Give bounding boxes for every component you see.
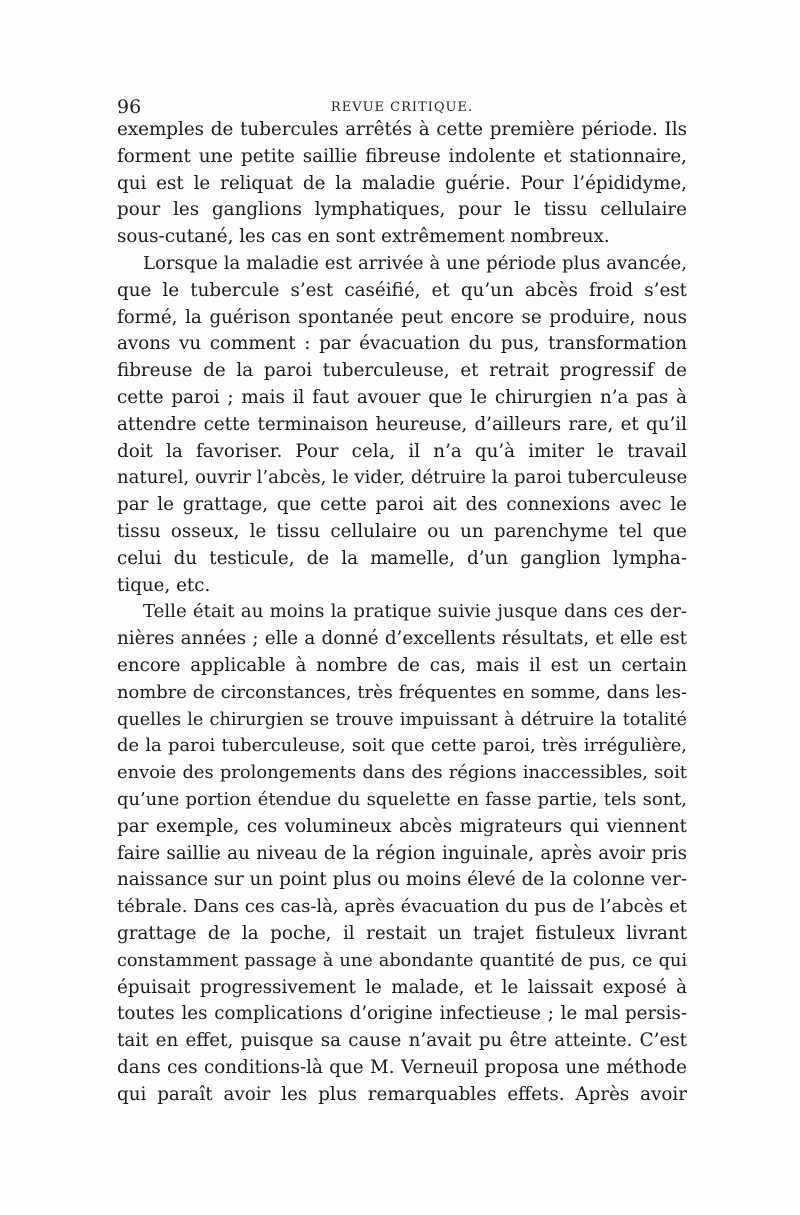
text-line: nières années ; elle a donné d’excellents résultats, et elle est: [117, 628, 687, 650]
text-line: forment une petite saillie fibreuse indolente et stationnaire,: [117, 145, 687, 167]
text-line: que le tubercule s’est caséifié, et qu’un abcès froid s’est: [117, 279, 687, 301]
text-line: envoie des prolongements dans des régions inaccessibles, soit: [117, 762, 687, 784]
text-line: tique, etc.: [117, 574, 211, 596]
text-line: fibreuse de la paroi tuberculeuse, et retrait progressif de: [117, 360, 687, 382]
text-line: cette paroi ; mais il faut avouer que le chirurgien n’a pas à: [117, 386, 687, 408]
body-text: [117, 117, 687, 1108]
text-line: qui paraît avoir les plus remarquables effets. Après avoir: [117, 1083, 687, 1105]
text-line: toutes les complications d’origine infectieuse ; le mal persis-: [117, 1003, 687, 1025]
text-line: de la paroi tuberculeuse, soit que cette paroi, très irrégulière,: [117, 735, 687, 757]
text-line: pour les ganglions lymphatiques, pour le tissu cellulaire: [117, 199, 687, 221]
text-line: tébrale. Dans ces cas-là, après évacuation du pus de l’abcès et: [117, 896, 687, 918]
text-line: par exemple, ces volumineux abcès migrateurs qui viennent: [117, 815, 687, 837]
text-line: nombre de circonstances, très fréquentes en somme, dans les-: [117, 681, 687, 703]
text-line: qui est le reliquat de la maladie guérie. Pour l’épididyme,: [117, 172, 687, 194]
text-line: Lorsque la maladie est arrivée à une période plus avancée,: [143, 252, 687, 274]
text-line: quelles le chirurgien se trouve impuissant à détruire la totalité: [117, 709, 687, 730]
text-line: grattage de la poche, il restait un trajet fistuleux livrant: [117, 922, 687, 944]
page-number: 96: [117, 96, 142, 118]
text-line: exemples de tubercules arrêtés à cette première période. Ils: [117, 119, 687, 140]
text-line: naissance sur un point plus ou moins élevé de la colonne ver-: [117, 869, 687, 891]
text-line: constamment passage à une abondante quantité de pus, ce qui: [117, 950, 687, 971]
text-line: faire saillie au niveau de la région inguinale, après avoir pris: [117, 842, 687, 864]
text-line: naturel, ouvrir l’abcès, le vider, détruire la paroi tuberculeuse: [117, 467, 687, 489]
running-title: REVUE CRITIQUE.: [330, 100, 474, 115]
text-line: tait en effet, puisque sa cause n’avait pu être atteinte. C’est: [117, 1030, 687, 1052]
text-line: qu’une portion étendue du squelette en fasse partie, tels sont,: [117, 788, 687, 810]
text-line: épuisait progressivement le malade, et le laissait exposé à: [117, 976, 687, 998]
text-line: Telle était au moins la pratique suivie jusque dans ces der-: [143, 601, 687, 623]
text-line: tissu osseux, le tissu cellulaire ou un parenchyme tel que: [117, 520, 687, 542]
text-line: dans ces conditions-là que M. Verneuil proposa une méthode: [117, 1056, 687, 1078]
text-line: formé, la guérison spontanée peut encore se produire, nous: [117, 306, 687, 328]
text-line: encore applicable à nombre de cas, mais il est un certain: [117, 654, 687, 676]
text-line: doit la favoriser. Pour cela, il n’a qu’à imiter le travail: [117, 440, 687, 462]
text-line: avons vu comment : par évacuation du pus, transformation: [117, 333, 687, 355]
text-line: sous-cutané, les cas en sont extrêmement nombreux.: [117, 226, 610, 248]
text-line: attendre cette terminaison heureuse, d’ailleurs rare, et qu’il: [117, 413, 687, 435]
text-line: celui du testicule, de la mamelle, d’un ganglion lympha-: [117, 547, 687, 569]
text-line: par le grattage, que cette paroi ait des connexions avec le: [117, 494, 687, 516]
